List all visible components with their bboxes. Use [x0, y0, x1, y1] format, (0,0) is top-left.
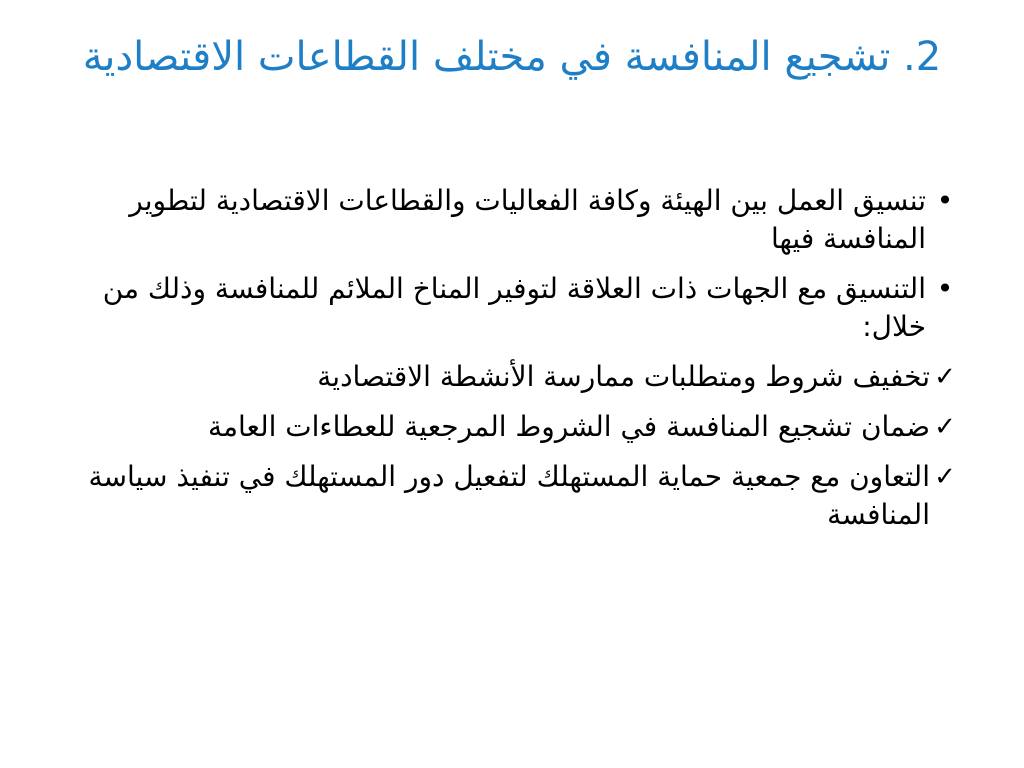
slide-content [70, 182, 960, 546]
checkmark-icon: ✓ [934, 462, 956, 492]
bullet-dot-icon: • [936, 184, 954, 217]
bullet-item [70, 182, 960, 258]
bullet-item [70, 270, 960, 346]
check-item [70, 458, 960, 534]
slide-title: 2. تشجيع المنافسة في مختلف القطاعات الاقتصادية [82, 34, 942, 80]
check-item [70, 358, 960, 396]
check-text: ضمان تشجيع المنافسة في الشروط المرجعية للعطاءات العامة [208, 410, 930, 443]
bullet-dot-icon: • [936, 272, 954, 305]
checkmark-icon: ✓ [934, 362, 956, 392]
check-text: التعاون مع جمعية حماية المستهلك لتفعيل دور المستهلك في تنفيذ سياسة المنافسة [88, 460, 930, 531]
bullet-text: التنسيق مع الجهات ذات العلاقة لتوفير المناخ الملائم للمنافسة وذلك من خلال: [102, 272, 926, 343]
check-item [70, 408, 960, 446]
bullet-text: تنسيق العمل بين الهيئة وكافة الفعاليات والقطاعات الاقتصادية لتطوير المنافسة فيها [129, 184, 926, 255]
checkmark-icon: ✓ [934, 412, 956, 442]
check-text: تخفيف شروط ومتطلبات ممارسة الأنشطة الاقتصادية [317, 360, 930, 393]
